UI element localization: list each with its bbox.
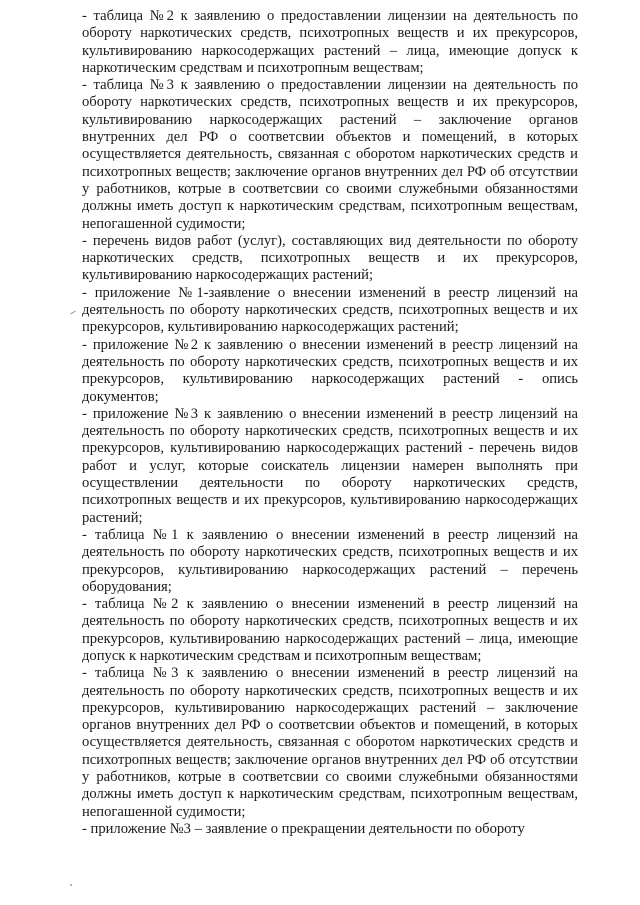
list-item: - таблица №2 к заявлению о предоставлении лицензии на деятельность по обороту наркотических средств, психотропных веществ и их прекурсоров, культивированию наркосодержащих растений – лица, имеющие допуск к наркотическим средствам и психотропным веществам;: [82, 8, 578, 76]
list-item: - таблица №3 к заявлению о предоставлении лицензии на деятельность по обороту наркотических средств, психотропных веществ и их прекурсоров, культивированию наркосодержащих растений – заключение органов внутренних дел РФ о соответсвии объектов и помещений, в которых осуществляется деятельность, связанная с оборотом наркотических средств и психотропных веществ; заключение органов внутренних дел РФ об отсутствии у работников, котрые в соответсвии со своими служебными обязанностями должны иметь доступ к наркотическим средствам, психотропным веществам, непогашенной судимости;: [82, 77, 578, 232]
document-page: [82, 8, 578, 838]
scan-artifact: [70, 311, 76, 315]
list-item: - таблица №2 к заявлению о внесении изменений в реестр лицензий на деятельность по обороту наркотических средств, психотропных веществ и их прекурсоров, культивированию наркосодержащих растений – лица, имеющие допуск к наркотическим средствам и психотропным веществам;: [82, 596, 578, 664]
list-item: - таблица №1 к заявлению о внесении изменений в реестр лицензий на деятельность по обороту наркотических средств, психотропных веществ и их прекурсоров, культивированию наркосодержащих растений – перечень оборудования;: [82, 526, 578, 595]
list-item: - приложение №3 к заявлению о внесении изменений в реестр лицензий на деятельность по обороту наркотических средств, психотропных веществ и их прекурсоров, культивированию наркосодержащих растений - перечень видов работ и услуг, которые соискатель лицензии намерен выполнять при осуществлении деятельности по обороту наркотических средств, психотропных веществ и их прекурсоров, культивированию наркосодержащих растений;: [82, 405, 578, 526]
scan-artifact: [70, 884, 72, 886]
list-item: - таблица №3 к заявлению о внесении изменений в реестр лицензий на деятельность по обороту наркотических средств, психотропных веществ и их прекурсоров, культивированию наркосодержащих растений – заключение органов внутренних дел РФ о соответсвии объектов и помещений, в которых осуществляется деятельность, связанная с оборотом наркотических средств и психотропных веществ; заключение органов внутренних дел РФ об отсутствии у работников, котрые в соответсвии со своими служебными обязанностями должны иметь доступ к наркотическим средствам, психотропным веществам, непогашенной судимости;: [82, 665, 578, 820]
list-item: - приложение №2 к заявлению о внесении изменений в реестр лицензий на деятельность по обороту наркотических средств, психотропных веществ и их прекурсоров, культивированию наркосодержащих растений - опись документов;: [82, 336, 578, 405]
list-item: - перечень видов работ (услуг), составляющих вид деятельности по обороту наркотических средств, психотропных веществ и их прекурсоров, культивированию наркосодержащих растений;: [82, 232, 578, 284]
list-item: - приложение №3 – заявление о прекращении деятельности по обороту: [82, 820, 525, 837]
list-item: - приложение №1-заявление о внесении изменений в реестр лицензий на деятельность по обороту наркотических средств, психотропных веществ и их прекурсоров, культивированию наркосодержащих растений;: [82, 284, 578, 336]
